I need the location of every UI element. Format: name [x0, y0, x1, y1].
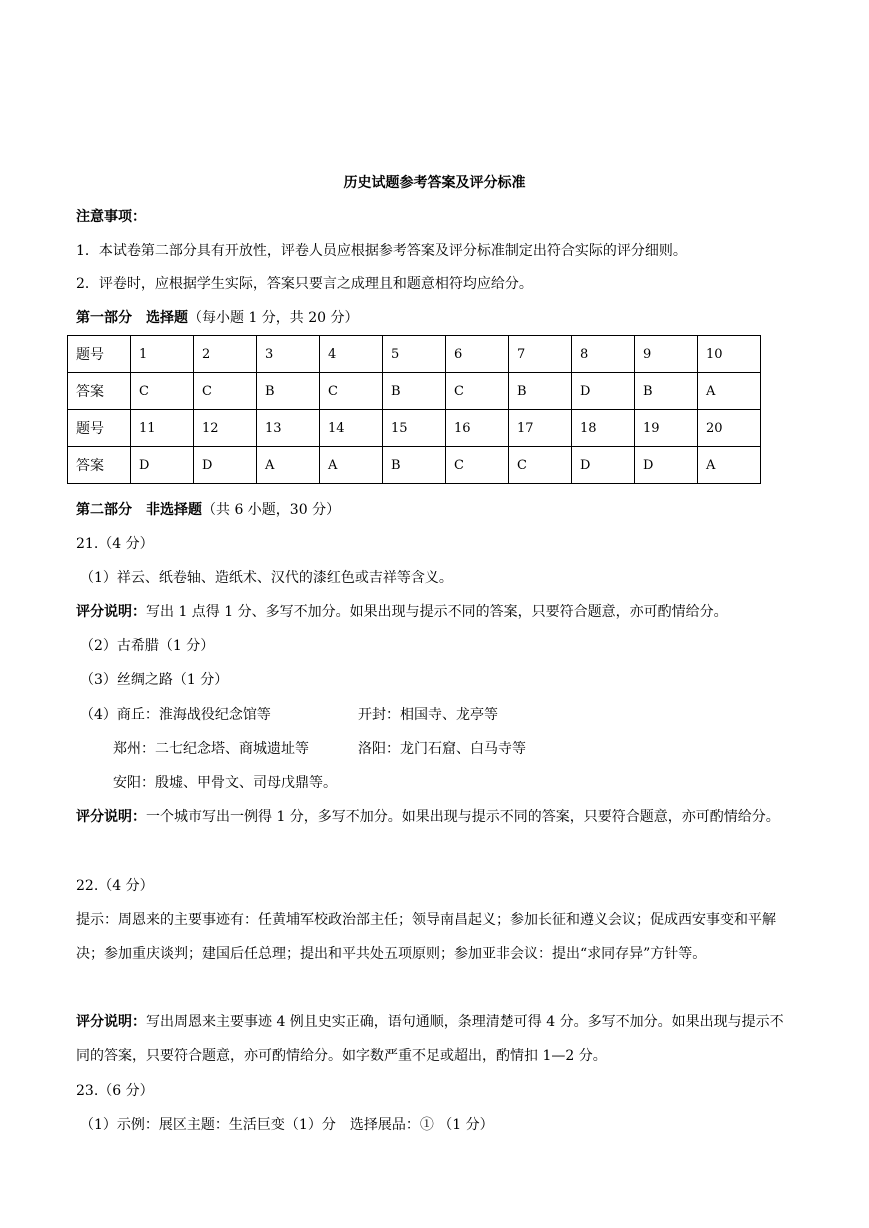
- notes-heading: 注意事项：: [76, 209, 146, 225]
- note-item-2: 2．评卷时，应根据学生实际，答案只要言之成理且和题意相符均应给分。: [76, 276, 533, 292]
- table-cell: D: [572, 447, 635, 484]
- q22-hint: 提示：周恩来的主要事迹有：任黄埔军校政治部主任；领导南昌起义；参加长征和遵义会议；促成西安事变和平解决；参加重庆谈判；建国后任总理；提出和平共处五项原则；参加亚非会议：提出“求同存异”方针等。: [76, 912, 776, 962]
- score-label: 评分说明：: [76, 1014, 146, 1030]
- q23-heading: 23.（6 分）: [76, 1083, 154, 1099]
- answer-table: [67, 335, 761, 484]
- q22-score-note: [76, 1005, 796, 1073]
- part2-heading: [76, 500, 340, 520]
- table-cell: 2: [194, 336, 257, 373]
- table-row: [68, 373, 761, 410]
- table-cell: 1: [131, 336, 194, 373]
- table-cell: D: [635, 447, 698, 484]
- q21-answer-4-line-1: [80, 705, 498, 725]
- note-item-1: 1．本试卷第二部分具有开放性，评卷人员应根据参考答案及评分标准制定出符合实际的评分细则。: [76, 243, 687, 259]
- table-cell: A: [320, 447, 383, 484]
- table-cell: 12: [194, 410, 257, 447]
- table-cell: 14: [320, 410, 383, 447]
- table-cell: 9: [635, 336, 698, 373]
- city-zhengzhou: 郑州：二七纪念塔、商城遗址等: [113, 741, 309, 757]
- table-cell: 6: [446, 336, 509, 373]
- table-cell: 13: [257, 410, 320, 447]
- table-cell: 20: [698, 410, 761, 447]
- table-row-header: 题号: [68, 336, 131, 373]
- table-cell: D: [572, 373, 635, 410]
- table-cell: A: [257, 447, 320, 484]
- table-row: [68, 410, 761, 447]
- q21-score-note-2: [76, 800, 796, 834]
- table-cell: 3: [257, 336, 320, 373]
- city-kaifeng: 开封：相国寺、龙亭等: [358, 707, 498, 723]
- score-label: 评分说明：: [76, 809, 146, 825]
- q21-answer-3: （3）丝绸之路（1 分）: [80, 672, 229, 688]
- score-text: 一个城市写出一例得 1 分，多写不加分。如果出现与提示不同的答案，只要符合题意，亦可酌情给分。: [146, 809, 780, 825]
- table-cell: D: [194, 447, 257, 484]
- table-cell: A: [698, 373, 761, 410]
- table-cell: B: [635, 373, 698, 410]
- part1-heading: [76, 308, 359, 328]
- table-row-header: 答案: [68, 447, 131, 484]
- city-luoyang: 洛阳：龙门石窟、白马寺等: [358, 741, 526, 757]
- table-cell: C: [446, 447, 509, 484]
- table-row: [68, 336, 761, 373]
- q21-score-note-1: [76, 602, 728, 622]
- score-text: 写出 1 点得 1 分、多写不加分。如果出现与提示不同的答案，只要符合题意，亦可酌情给分。: [146, 604, 728, 620]
- table-cell: 4: [320, 336, 383, 373]
- score-label: 评分说明：: [76, 604, 146, 620]
- q21-heading: 21.（4 分）: [76, 536, 154, 552]
- table-cell: 8: [572, 336, 635, 373]
- part1-scoring: （每小题 1 分，共 20 分）: [188, 310, 359, 326]
- city-shangqiu: （4）商丘：淮海战役纪念馆等: [80, 707, 271, 723]
- table-cell: 18: [572, 410, 635, 447]
- table-cell: C: [194, 373, 257, 410]
- table-cell: B: [257, 373, 320, 410]
- q23-answer-1: （1）示例：展区主题：生活巨变（1）分 选择展品：① （1 分）: [80, 1117, 494, 1133]
- table-cell: B: [383, 373, 446, 410]
- table-cell: C: [320, 373, 383, 410]
- table-cell: C: [446, 373, 509, 410]
- part2-label: 第二部分 非选择题: [76, 502, 202, 518]
- table-cell: D: [131, 447, 194, 484]
- score-text: 写出周恩来主要事迹 4 例且史实正确，语句通顺，条理清楚可得 4 分。多写不加分。如果出现与提示不同的答案，只要符合题意，亦可酌情给分。如字数严重不足或超出，酌情扣 1—2 分。: [76, 1014, 784, 1064]
- table-cell: 15: [383, 410, 446, 447]
- q22-heading: 22.（4 分）: [76, 878, 154, 894]
- page-title: 历史试题参考答案及评分标准: [343, 175, 526, 191]
- table-cell: 7: [509, 336, 572, 373]
- table-row: [68, 447, 761, 484]
- table-cell: B: [383, 447, 446, 484]
- table-cell: B: [509, 373, 572, 410]
- part2-scoring: （共 6 小题，30 分）: [202, 502, 341, 518]
- part1-label: 第一部分 选择题: [76, 310, 188, 326]
- table-cell: 17: [509, 410, 572, 447]
- table-cell: 11: [131, 410, 194, 447]
- table-cell: C: [131, 373, 194, 410]
- table-cell: 5: [383, 336, 446, 373]
- q21-answer-2: （2）古希腊（1 分）: [80, 638, 215, 654]
- q21-answer-1: （1）祥云、纸卷轴、造纸术、汉代的漆红色或吉祥等含义。: [80, 570, 453, 586]
- table-cell: 19: [635, 410, 698, 447]
- table-cell: C: [509, 447, 572, 484]
- table-row-header: 答案: [68, 373, 131, 410]
- table-row-header: 题号: [68, 410, 131, 447]
- q21-answer-4-line-2: [113, 739, 526, 759]
- q21-answer-4-line-3: 安阳：殷墟、甲骨文、司母戊鼎等。: [113, 775, 337, 791]
- table-cell: 10: [698, 336, 761, 373]
- table-cell: A: [698, 447, 761, 484]
- table-cell: 16: [446, 410, 509, 447]
